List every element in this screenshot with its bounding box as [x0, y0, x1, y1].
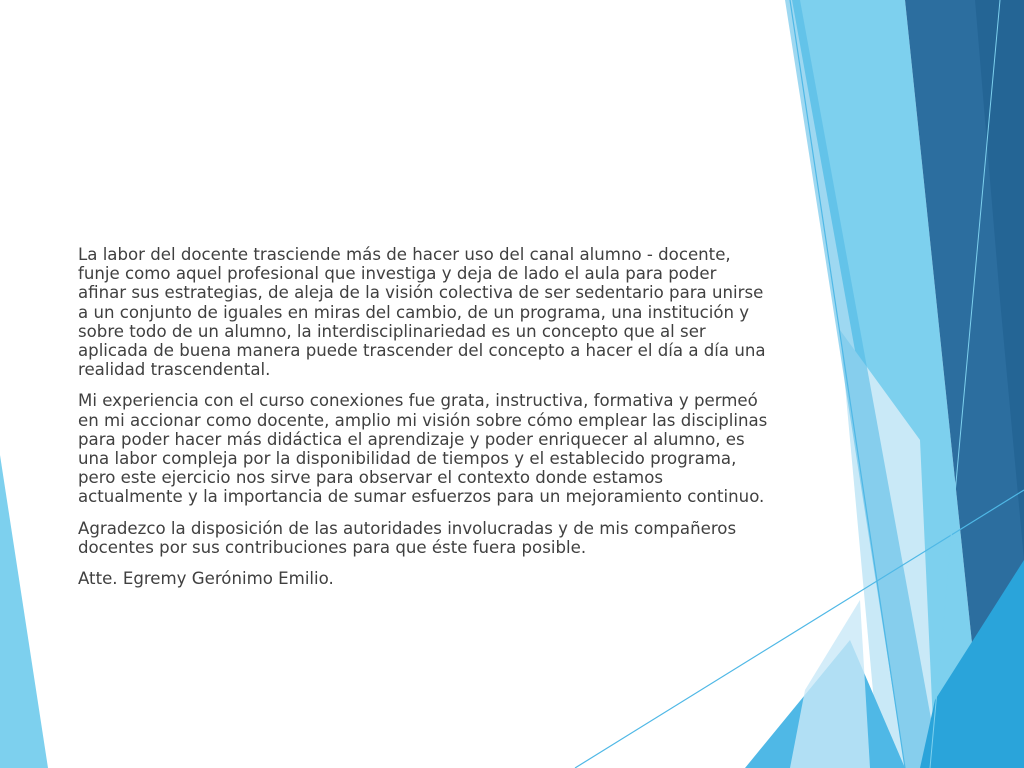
left-accent-shape	[0, 455, 48, 768]
paragraph-labor-docente: La labor del docente trasciende más de hacer uso del canal alumno - docente, funje como aquel profesional que investiga y deja de lado el aula para poder afinar sus estrategias, de aleja de la visión colectiva de ser sedentario para unirse a un conjunto de iguales en miras del cambio, de un programa, una institución y sobre todo de un alumno, la interdisciplinariedad es un concepto que al ser aplicada de buena manera puede trascender del concepto a hacer el día a día una realidad trascendental.	[78, 245, 766, 380]
paragraph-experiencia: Mi experiencia con el curso conexiones fue grata, instructiva, formativa y permeó en mi accionar como docente, amplio mi visión sobre cómo emplear las disciplinas para poder hacer más didáctica el aprendizaje y poder enriquecer al alumno, es una labor compleja por la disponibilidad de tiempos y el establecido programa, pero este ejercicio nos sirve para observar el contexto donde estamos actualmente y la importancia de sumar esfuerzos para un mejoramiento continuo.	[78, 391, 768, 507]
bottom-pale-triangle	[790, 600, 870, 768]
text-body	[78, 245, 768, 600]
paragraph-agradecimiento: Agradezco la disposición de las autoridades involucradas y de mis compañeros docentes por sus contribuciones para que éste fuera posible.	[78, 518, 737, 557]
paragraph-firma: Atte. Egremy Gerónimo Emilio.	[78, 569, 334, 589]
